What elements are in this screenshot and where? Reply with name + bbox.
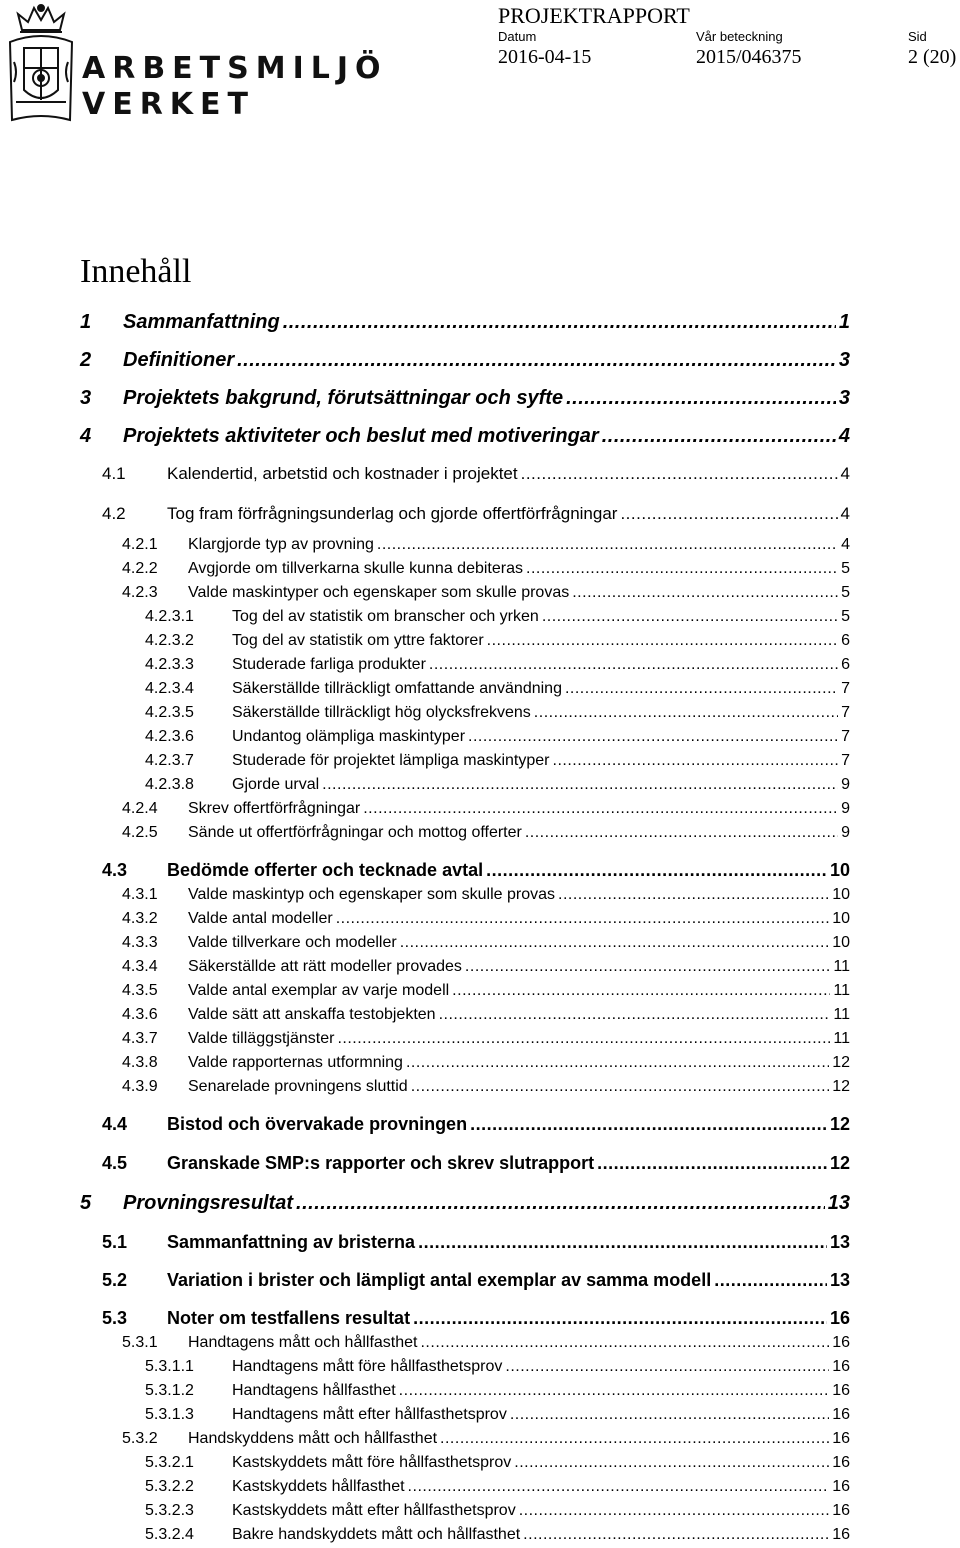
toc-entry-text: Valde antal exemplar av varje modell [188, 982, 450, 999]
toc-entry-number: 5.3.2.3 [145, 1502, 194, 1519]
toc-entry-page: 5 [841, 584, 850, 601]
toc-entry[interactable] [0, 680, 960, 698]
toc-entry[interactable] [0, 1502, 960, 1520]
toc-entry-page: 16 [832, 1334, 850, 1351]
toc-entry[interactable] [0, 584, 960, 602]
toc-leader [440, 1430, 829, 1448]
toc-entry-page: 5 [841, 608, 850, 625]
page-label: Sid [908, 29, 927, 44]
toc-leader [408, 1478, 830, 1496]
toc-entry-text: Valde sätt att anskaffa testobjekten [188, 1006, 436, 1023]
toc-entry-number: 4.2.3.8 [145, 776, 194, 793]
toc-leader [714, 1270, 827, 1291]
toc-title: Innehåll [80, 253, 192, 290]
toc-entry-number: 5.3.1.1 [145, 1358, 194, 1375]
toc-entry-page: 12 [829, 1153, 850, 1173]
toc-entry-number: 4.2.3.1 [145, 608, 194, 625]
toc-entry-text: Valde antal modeller [188, 910, 333, 927]
toc-entry-text: Granskade SMP:s rapporter och skrev slutrapport [167, 1153, 595, 1173]
toc-entry-number: 4.2.5 [122, 824, 158, 841]
toc-entry-page: 16 [829, 1308, 850, 1328]
toc-entry-text: Avgjorde om tillverkarna skulle kunna debiteras [188, 560, 523, 577]
toc-entry-page: 11 [833, 958, 850, 975]
toc-entry-number: 5.3.1 [122, 1334, 158, 1351]
toc-entry-page: 16 [832, 1406, 850, 1423]
toc-entry-page: 10 [832, 886, 850, 903]
toc-entry-number: 4.2.3 [122, 584, 158, 601]
reference-value: 2015/046375 [696, 46, 802, 68]
toc-entry[interactable] [0, 349, 960, 372]
toc-entry-number: 4.3.3 [122, 934, 158, 951]
toc-entry-number: 4.3.9 [122, 1078, 158, 1095]
toc-entry-number: 3 [80, 387, 92, 409]
toc-entry-text: Bakre handskyddets mått och hållfasthet [232, 1526, 521, 1543]
toc-entry-text: Bedömde offerter och tecknade avtal [167, 860, 484, 880]
toc-entry[interactable] [0, 1054, 960, 1072]
toc-entry-number: 4.2 [102, 504, 126, 523]
toc-entry[interactable] [0, 387, 960, 410]
toc-entry-number: 4.1 [102, 464, 126, 483]
toc-entry-number: 5.3.2.1 [145, 1454, 194, 1471]
date-value: 2016-04-15 [498, 46, 592, 68]
toc-leader [465, 958, 830, 976]
toc-entry-number: 4.4 [102, 1114, 128, 1134]
toc-entry-number: 4.2.2 [122, 560, 158, 577]
logo-text-line1: ARBETSMILJÖ [82, 51, 388, 86]
toc-entry-text: Tog del av statistik om branscher och yrken [232, 608, 539, 625]
toc-leader [572, 584, 838, 602]
toc-entry-text: Studerade för projektet lämpliga maskintyper [232, 752, 550, 769]
toc-entry-page: 16 [832, 1526, 850, 1543]
toc-leader [523, 1526, 829, 1544]
toc-entry[interactable] [0, 704, 960, 722]
toc-entry-number: 4.3.6 [122, 1006, 158, 1023]
toc-leader [602, 425, 836, 448]
toc-entry-page: 12 [832, 1078, 850, 1095]
toc-leader [597, 1153, 827, 1174]
toc-entry-page: 9 [841, 776, 850, 793]
toc-entry[interactable] [0, 886, 960, 904]
toc-entry-page: 10 [832, 910, 850, 927]
toc-entry[interactable] [0, 1526, 960, 1544]
toc-entry-page: 1 [838, 311, 850, 333]
toc-entry-number: 5.1 [102, 1232, 128, 1252]
toc-entry[interactable] [0, 934, 960, 952]
toc-entry[interactable] [0, 425, 960, 448]
toc-leader [377, 536, 838, 554]
toc-entry-page: 4 [840, 464, 850, 483]
toc-entry[interactable] [0, 752, 960, 770]
toc-entry-text: Gjorde urval [232, 776, 320, 793]
toc-entry[interactable] [0, 1030, 960, 1048]
toc-entry-number: 4.3.8 [122, 1054, 158, 1071]
toc-leader [400, 934, 830, 952]
toc-entry[interactable] [0, 1334, 960, 1352]
toc-entry-number: 5.2 [102, 1270, 128, 1290]
toc-entry-page: 4 [840, 504, 850, 523]
toc-entry-page: 3 [838, 349, 850, 371]
toc-entry[interactable] [0, 536, 960, 554]
toc-entry[interactable] [0, 1192, 960, 1215]
toc-entry-page: 6 [841, 656, 850, 673]
toc-entry-page: 16 [832, 1454, 850, 1471]
toc-entry-text: Noter om testfallens resultat [167, 1308, 411, 1328]
toc-entry-page: 6 [841, 632, 850, 649]
toc-entry-page: 16 [832, 1382, 850, 1399]
toc-entry[interactable] [0, 958, 960, 976]
toc-entry-page: 7 [841, 752, 850, 769]
toc-entry-page: 7 [841, 680, 850, 697]
toc-entry-number: 4.3.4 [122, 958, 158, 975]
toc-entry-text: Handskyddens mått och hållfasthet [188, 1430, 438, 1447]
toc-leader [406, 1054, 829, 1072]
toc-entry-text: Undantog olämpliga maskintyper [232, 728, 466, 745]
toc-entry-text: Skrev offertförfrågningar [188, 800, 361, 817]
toc-leader [468, 728, 838, 746]
toc-entry-number: 5.3.2.4 [145, 1526, 194, 1543]
toc-entry-page: 12 [832, 1054, 850, 1071]
toc-leader [534, 704, 838, 722]
toc-entry-page: 11 [833, 982, 850, 999]
toc-entry-page: 5 [841, 560, 850, 577]
toc-entry-number: 4.2.1 [122, 536, 158, 553]
toc-entry-number: 4.3.5 [122, 982, 158, 999]
toc-entry[interactable] [0, 1270, 960, 1291]
toc-entry-number: 5.3.1.2 [145, 1382, 194, 1399]
toc-leader [565, 680, 838, 698]
toc-entry-page: 9 [841, 824, 850, 841]
toc-entry[interactable] [0, 1454, 960, 1472]
toc-entry-text: Definitioner [123, 349, 235, 371]
toc-entry-text: Provningsresultat [123, 1192, 294, 1214]
page-value: 2 (20) [908, 46, 957, 68]
toc-entry-page: 16 [832, 1430, 850, 1447]
reference-label: Vår beteckning [696, 29, 783, 44]
toc-entry[interactable] [0, 656, 960, 674]
toc-leader [283, 311, 836, 334]
toc-leader [553, 752, 839, 770]
toc-entry-number: 4.3.7 [122, 1030, 158, 1047]
toc-entry[interactable] [0, 910, 960, 928]
toc-leader [542, 608, 838, 626]
toc-entry-number: 5.3.2.2 [145, 1478, 194, 1495]
toc-entry-page: 13 [827, 1192, 850, 1214]
toc-entry-page: 7 [841, 704, 850, 721]
toc-leader [429, 656, 838, 674]
toc-entry-text: Valde tillverkare och modeller [188, 934, 397, 951]
toc-entry-page: 11 [833, 1006, 850, 1023]
toc-entry-page: 16 [832, 1358, 850, 1375]
toc-entry-number: 4.2.3.3 [145, 656, 194, 673]
toc-entry-number: 4.2.3.7 [145, 752, 194, 769]
toc-leader [525, 824, 838, 842]
toc-entry-page: 13 [829, 1232, 850, 1252]
toc-leader [439, 1006, 831, 1024]
toc-entry-page: 10 [829, 860, 850, 880]
toc-leader [420, 1334, 829, 1352]
toc-entry-text: Säkerställde att rätt modeller provades [188, 958, 462, 975]
toc-leader [363, 800, 838, 818]
toc-entry-number: 5 [80, 1192, 92, 1214]
toc-entry-number: 2 [80, 349, 92, 371]
toc-entry[interactable] [0, 1358, 960, 1376]
toc-entry[interactable] [0, 464, 960, 484]
toc-entry-text: Handtagens hållfasthet [232, 1382, 396, 1399]
toc-leader [566, 387, 836, 410]
toc-leader [620, 504, 837, 524]
toc-entry[interactable] [0, 560, 960, 578]
toc-entry-page: 16 [832, 1502, 850, 1519]
toc-entry-page: 13 [829, 1270, 850, 1290]
toc-entry-text: Projektets aktiviteter och beslut med motiveringar [123, 425, 599, 447]
toc-entry-number: 5.3.2 [122, 1430, 158, 1447]
toc-entry-number: 4.5 [102, 1153, 128, 1173]
toc-entry-text: Kastskyddets mått efter hållfasthetsprov [232, 1502, 516, 1519]
toc-entry-text: Kastskyddets hållfasthet [232, 1478, 405, 1495]
toc-entry-text: Valde tilläggstjänster [188, 1030, 335, 1047]
toc-entry-text: Valde rapporternas utformning [188, 1054, 403, 1071]
toc-leader [470, 1114, 827, 1135]
toc-leader [452, 982, 830, 1000]
toc-entry[interactable] [0, 776, 960, 794]
toc-leader [418, 1232, 827, 1253]
toc-entry-page: 16 [832, 1478, 850, 1495]
toc-entry-text: Tog del av statistik om yttre faktorer [232, 632, 484, 649]
toc-entry-text: Säkerställde tillräckligt hög olycksfrekvens [232, 704, 531, 721]
toc-entry[interactable] [0, 1114, 960, 1135]
toc-leader [521, 464, 838, 484]
toc-entry-page: 4 [841, 536, 850, 553]
toc-entry[interactable] [0, 632, 960, 650]
toc-entry[interactable] [0, 1478, 960, 1496]
toc-entry[interactable] [0, 608, 960, 626]
toc-entry[interactable] [0, 1153, 960, 1174]
toc-leader [237, 349, 836, 372]
toc-entry-number: 1 [80, 311, 92, 333]
toc-entry-number: 4.3.2 [122, 910, 158, 927]
toc-entry-text: Tog fram förfrågningsunderlag och gjorde offertförfrågningar [167, 504, 618, 523]
toc-entry-number: 4.3 [102, 860, 128, 880]
toc-entry[interactable] [0, 1232, 960, 1253]
toc-entry[interactable] [0, 800, 960, 818]
toc-leader [558, 886, 829, 904]
toc-entry-page: 4 [838, 425, 850, 447]
toc-leader [487, 632, 838, 650]
toc-entry-number: 4.3.1 [122, 886, 158, 903]
toc-entry[interactable] [0, 824, 960, 842]
toc-entry-text: Senarelade provningens sluttid [188, 1078, 408, 1095]
toc-leader [413, 1308, 827, 1329]
toc-entry-text: Handtagens mått före hållfasthetsprov [232, 1358, 503, 1375]
toc-entry[interactable] [0, 1430, 960, 1448]
toc-entry-text: Säkerställde tillräckligt omfattande användning [232, 680, 562, 697]
toc-entry-number: 4.2.3.6 [145, 728, 194, 745]
logo-text-line2: VERKET [82, 87, 256, 122]
toc-entry-page: 3 [838, 387, 850, 409]
toc-leader [337, 1030, 830, 1048]
toc-entry[interactable] [0, 504, 960, 524]
toc-entry-text: Sammanfattning [123, 311, 280, 333]
toc-entry-page: 12 [829, 1114, 850, 1134]
toc-entry-text: Kastskyddets mått före hållfasthetsprov [232, 1454, 512, 1471]
toc-leader [510, 1406, 829, 1424]
toc-entry-number: 4.2.3.5 [145, 704, 194, 721]
toc-entry[interactable] [0, 1078, 960, 1096]
toc-entry-text: Kalendertid, arbetstid och kostnader i projektet [167, 464, 518, 483]
toc-entry-page: 11 [833, 1030, 850, 1047]
toc-leader [411, 1078, 830, 1096]
toc-entry-number: 4 [80, 425, 92, 447]
toc-entry-page: 7 [841, 728, 850, 745]
toc-entry-number: 4.2.4 [122, 800, 158, 817]
toc-entry-number: 4.2.3.2 [145, 632, 194, 649]
toc-leader [486, 860, 827, 881]
toc-entry-text: Bistod och övervakade provningen [167, 1114, 468, 1134]
toc-leader [505, 1358, 829, 1376]
toc-entry-text: Sände ut offertförfrågningar och mottog offerter [188, 824, 522, 841]
toc-entry-text: Studerade farliga produkter [232, 656, 426, 673]
toc-entry[interactable] [0, 860, 960, 881]
toc-leader [526, 560, 838, 578]
toc-entry[interactable] [0, 1406, 960, 1424]
toc-entry-number: 4.2.3.4 [145, 680, 194, 697]
toc-entry-page: 9 [841, 800, 850, 817]
toc-leader [514, 1454, 829, 1472]
toc-entry-text: Klargjorde typ av provning [188, 536, 374, 553]
toc-entry[interactable] [0, 1382, 960, 1400]
toc-entry-text: Sammanfattning av bristerna [167, 1232, 416, 1252]
toc-entry[interactable] [0, 728, 960, 746]
toc-entry[interactable] [0, 982, 960, 1000]
toc-entry-text: Handtagens mått efter hållfasthetsprov [232, 1406, 507, 1423]
toc-entry-text: Projektets bakgrund, förutsättningar och syfte [123, 387, 564, 409]
toc-entry[interactable] [0, 311, 960, 334]
toc-entry[interactable] [0, 1006, 960, 1024]
toc-entry-page: 10 [832, 934, 850, 951]
toc-entry-number: 5.3.1.3 [145, 1406, 194, 1423]
toc-leader [519, 1502, 830, 1520]
document-type: PROJEKTRAPPORT [498, 3, 690, 28]
toc-leader [296, 1192, 825, 1215]
toc-entry-text: Variation i brister och lämpligt antal exemplar av samma modell [167, 1270, 712, 1290]
toc-entry-text: Valde maskintyp och egenskaper som skulle provas [188, 886, 555, 903]
toc-entry-text: Valde maskintyper och egenskaper som skulle provas [188, 584, 570, 601]
toc-entry[interactable] [0, 1308, 960, 1329]
toc-leader [336, 910, 830, 928]
toc-leader [322, 776, 838, 794]
date-label: Datum [498, 29, 537, 44]
toc-entry-number: 5.3 [102, 1308, 128, 1328]
toc-leader [399, 1382, 830, 1400]
toc-entry-text: Handtagens mått och hållfasthet [188, 1334, 418, 1351]
